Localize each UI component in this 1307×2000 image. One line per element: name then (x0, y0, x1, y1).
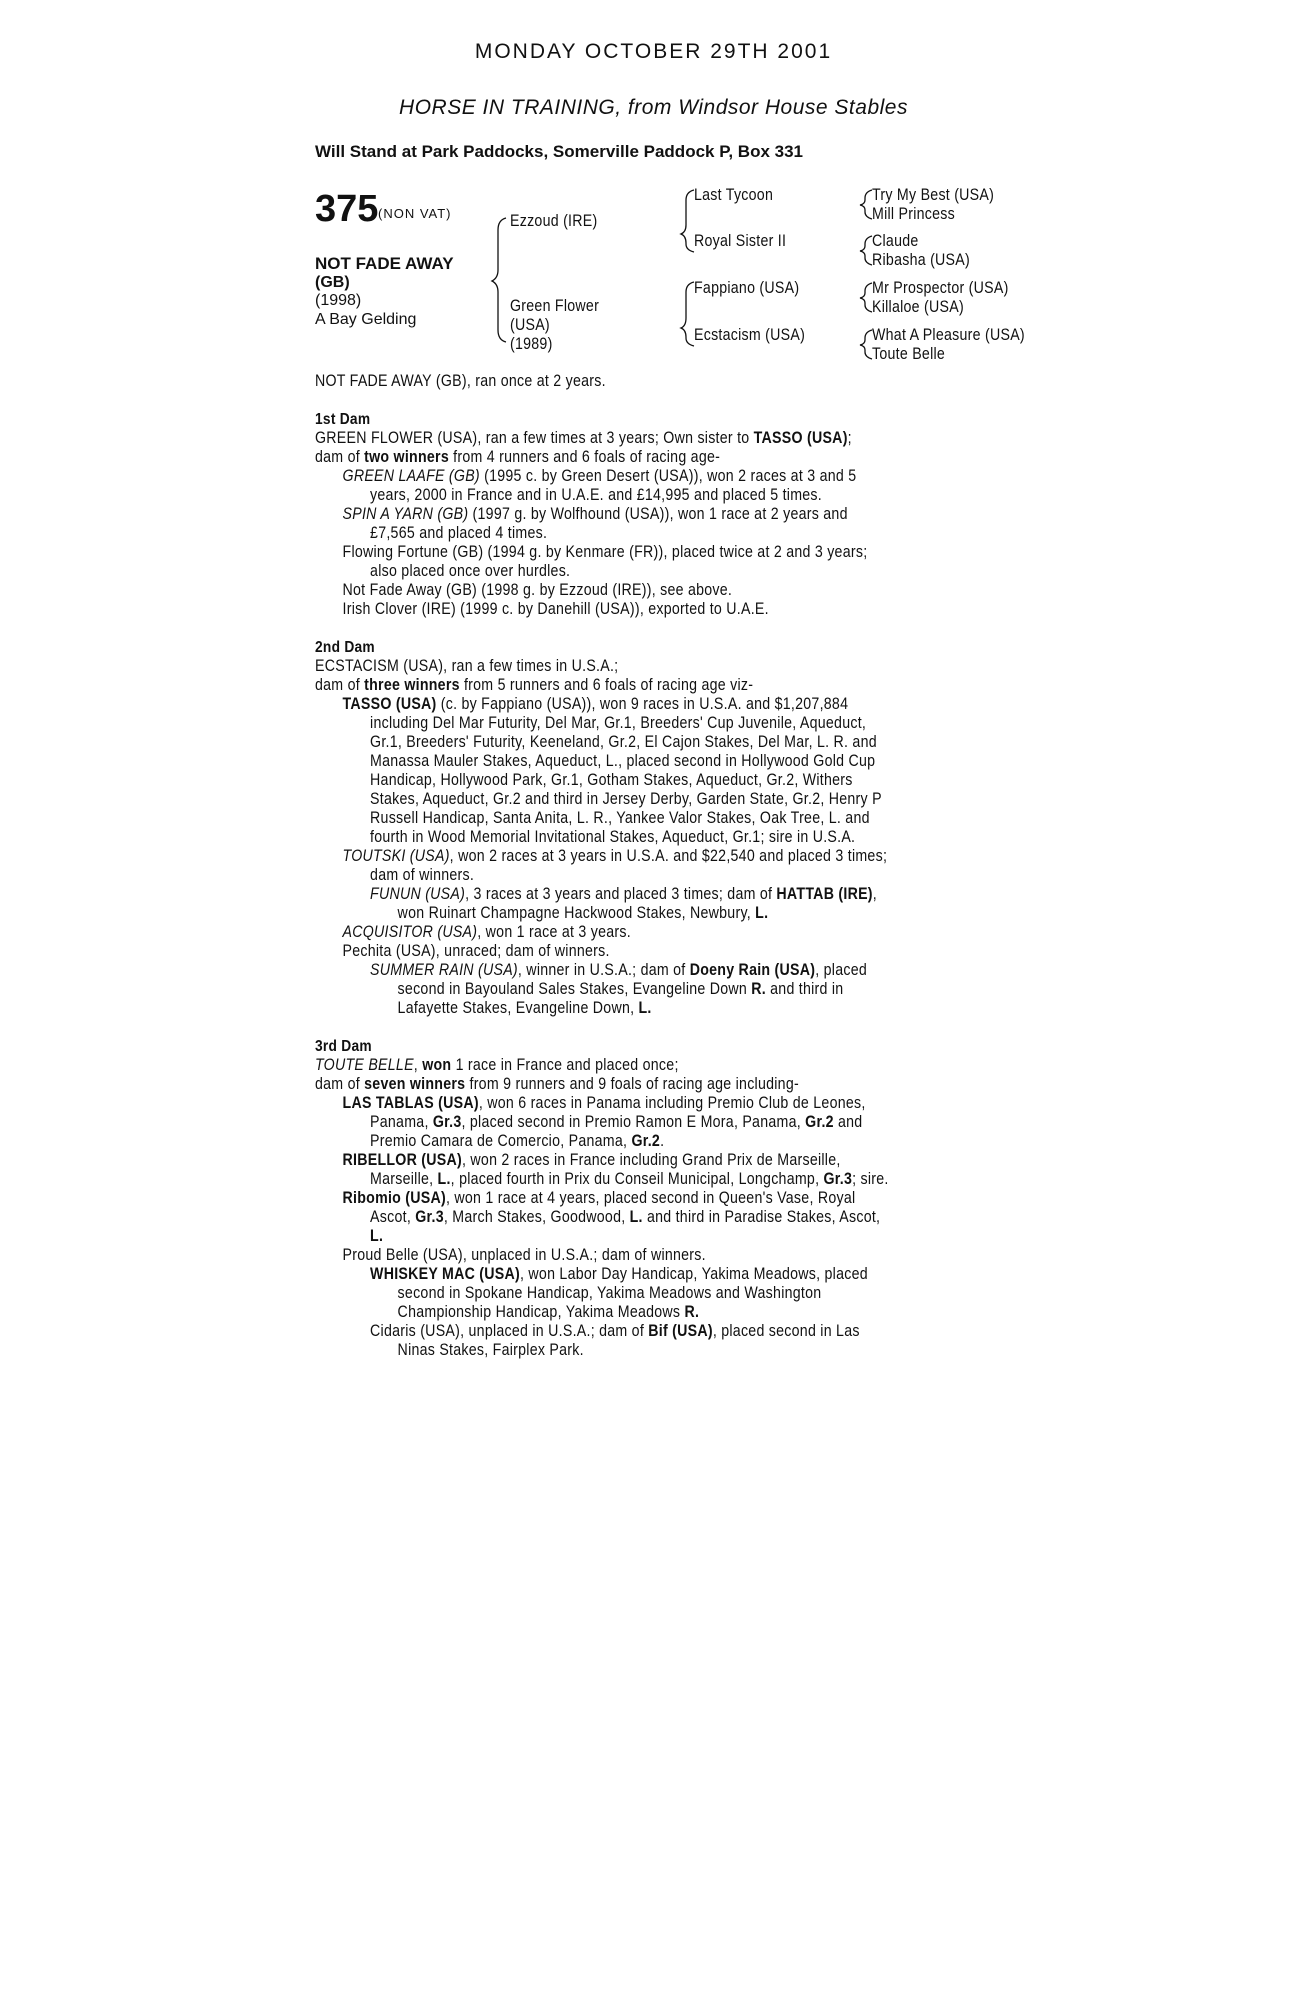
offspring-entry-cont: also placed once over hurdles. (370, 562, 571, 580)
offspring-entry-cont: Ninas Stakes, Fairplex Park. (397, 1341, 584, 1359)
pedigree-g8: Toute Belle (872, 345, 946, 363)
pedigree-g1: Try My Best (USA) (872, 186, 995, 204)
second-dam-produce-line: dam of three winners from 5 runners and 6 foals of racing age viz- (315, 676, 754, 694)
offspring-entry-cont: dam of winners. (370, 866, 475, 884)
offspring-entry: SUMMER RAIN (USA), winner in U.S.A.; dam of Doeny Rain (USA), placed (370, 961, 868, 979)
horse-country: (GB) (315, 274, 350, 291)
pedigree-dam-sire: Fappiano (USA) (694, 279, 800, 297)
offspring-entry-cont: including Del Mar Futurity, Del Mar, Gr.1, Breeders' Cup Juvenile, Aqueduct, (370, 714, 867, 732)
horse-year: (1998) (315, 292, 362, 309)
offspring-entry-cont: Premio Camara de Comercio, Panama, Gr.2. (370, 1132, 665, 1150)
offspring-entry-cont: second in Spokane Handicap, Yakima Meadows and Washington (397, 1284, 822, 1302)
offspring-entry-cont: Panama, Gr.3, placed second in Premio Ramon E Mora, Panama, Gr.2 and (370, 1113, 863, 1131)
first-dam-heading: 1st Dam (315, 411, 371, 428)
offspring-entry: GREEN LAAFE (GB) (1995 c. by Green Desert (USA)), won 2 races at 3 and 5 (342, 467, 857, 485)
offspring-entry-cont: Marseille, L., placed fourth in Prix du Conseil Municipal, Longchamp, Gr.3; sire. (370, 1170, 889, 1188)
offspring-entry: RIBELLOR (USA), won 2 races in France including Grand Prix de Marseille, (342, 1151, 841, 1169)
offspring-entry-cont: Manassa Mauler Stakes, Aqueduct, L., placed second in Hollywood Gold Cup (370, 752, 876, 770)
pedigree-braces (0, 0, 1307, 400)
offspring-entry: Irish Clover (IRE) (1999 c. by Danehill (USA)), exported to U.A.E. (342, 600, 769, 618)
stand-location: Will Stand at Park Paddocks, Somerville Paddock P, Box 331 (315, 142, 804, 161)
offspring-entry-cont: won Ruinart Champagne Hackwood Stakes, Newbury, L. (397, 904, 769, 922)
offspring-entry: Proud Belle (USA), unplaced in U.S.A.; dam of winners. (342, 1246, 706, 1264)
offspring-entry-cont: Russell Handicap, Santa Anita, L. R., Yankee Valor Stakes, Oak Tree, L. and (370, 809, 870, 827)
third-dam-produce-line: dam of seven winners from 9 runners and 9 foals of racing age including- (315, 1075, 799, 1093)
offspring-entry: Ribomio (USA), won 1 race at 4 years, placed second in Queen's Vase, Royal (342, 1189, 856, 1207)
race-summary: NOT FADE AWAY (GB), ran once at 2 years. (315, 372, 606, 390)
offspring-entry: TOUTSKI (USA), won 2 races at 3 years in U.S.A. and $22,540 and placed 3 times; (342, 847, 888, 865)
offspring-entry: Cidaris (USA), unplaced in U.S.A.; dam of Bif (USA), placed second in Las (370, 1322, 860, 1340)
offspring-entry: Flowing Fortune (GB) (1994 g. by Kenmare (FR)), placed twice at 2 and 3 years; (342, 543, 868, 561)
offspring-entry-cont: Ascot, Gr.3, March Stakes, Goodwood, L. and third in Paradise Stakes, Ascot, (370, 1208, 881, 1226)
lot-subtitle: HORSE IN TRAINING, from Windsor House Stables (399, 96, 908, 119)
offspring-entry-cont: Lafayette Stakes, Evangeline Down, L. (397, 999, 652, 1017)
pedigree-g6: Killaloe (USA) (872, 298, 964, 316)
third-dam-line: TOUTE BELLE, won 1 race in France and placed once; (315, 1056, 679, 1074)
offspring-entry-cont: years, 2000 in France and in U.A.E. and £14,995 and placed 5 times. (370, 486, 822, 504)
offspring-entry: WHISKEY MAC (USA), won Labor Day Handicap, Yakima Meadows, placed (370, 1265, 868, 1283)
pedigree-dam-dam: Ecstacism (USA) (694, 326, 806, 344)
offspring-entry: FUNUN (USA), 3 races at 3 years and placed 3 times; dam of HATTAB (IRE), (370, 885, 878, 903)
pedigree-sire-sire: Last Tycoon (694, 186, 774, 204)
offspring-entry: Not Fade Away (GB) (1998 g. by Ezzoud (IRE)), see above. (342, 581, 733, 599)
offspring-entry-cont: Stakes, Aqueduct, Gr.2 and third in Jersey Derby, Garden State, Gr.2, Henry P (370, 790, 882, 808)
offspring-entry: SPIN A YARN (GB) (1997 g. by Wolfhound (USA)), won 1 race at 2 years and (342, 505, 848, 523)
lot-number: 375 (315, 188, 379, 230)
sale-date: MONDAY OCTOBER 29TH 2001 (474, 40, 833, 63)
offspring-entry-cont: Gr.1, Breeders' Futurity, Keeneland, Gr.2, El Cajon Stakes, Del Mar, L. R. and (370, 733, 877, 751)
third-dam-heading: 3rd Dam (315, 1038, 372, 1055)
first-dam-section (315, 410, 1015, 619)
offspring-entry-cont: £7,565 and placed 4 times. (370, 524, 548, 542)
vat-status: (NON VAT) (378, 206, 452, 221)
pedigree-dam-country: (USA) (510, 316, 550, 334)
offspring-entry-cont: Handicap, Hollywood Park, Gr.1, Gotham Stakes, Aqueduct, Gr.2, Withers (370, 771, 853, 789)
pedigree-dam-name: Green Flower (510, 297, 600, 315)
pedigree-g2: Mill Princess (872, 205, 955, 223)
second-dam-heading: 2nd Dam (315, 639, 375, 656)
pedigree-sire: Ezzoud (IRE) (510, 212, 598, 230)
horse-description: A Bay Gelding (315, 311, 417, 328)
pedigree-dam-year: (1989) (510, 335, 553, 353)
pedigree-g7: What A Pleasure (USA) (872, 326, 1025, 344)
offspring-entry: TASSO (USA) (c. by Fappiano (USA)), won 9 races in U.S.A. and $1,207,884 (342, 695, 849, 713)
pedigree-g5: Mr Prospector (USA) (872, 279, 1009, 297)
pedigree-g3: Claude (872, 232, 919, 250)
pedigree-sire-dam: Royal Sister II (694, 232, 787, 250)
offspring-entry-cont: L. (370, 1227, 384, 1245)
horse-name: NOT FADE AWAY (315, 254, 454, 273)
first-dam-produce-line: dam of two winners from 4 runners and 6 foals of racing age- (315, 448, 721, 466)
third-dam-section (315, 1037, 1015, 1360)
offspring-entry: ACQUISITOR (USA), won 1 race at 3 years. (342, 923, 631, 941)
offspring-entry: LAS TABLAS (USA), won 6 races in Panama including Premio Club de Leones, (342, 1094, 866, 1112)
pedigree-g4: Ribasha (USA) (872, 251, 970, 269)
second-dam-section (315, 638, 1015, 1018)
first-dam-line: GREEN FLOWER (USA), ran a few times at 3 years; Own sister to TASSO (USA); (315, 429, 852, 447)
offspring-entry-cont: second in Bayouland Sales Stakes, Evangeline Down R. and third in (397, 980, 844, 998)
offspring-entry: Pechita (USA), unraced; dam of winners. (342, 942, 610, 960)
second-dam-line: ECSTACISM (USA), ran a few times in U.S.A.; (315, 657, 619, 675)
offspring-entry-cont: fourth in Wood Memorial Invitational Stakes, Aqueduct, Gr.1; sire in U.S.A. (370, 828, 856, 846)
offspring-entry-cont: Championship Handicap, Yakima Meadows R. (397, 1303, 700, 1321)
